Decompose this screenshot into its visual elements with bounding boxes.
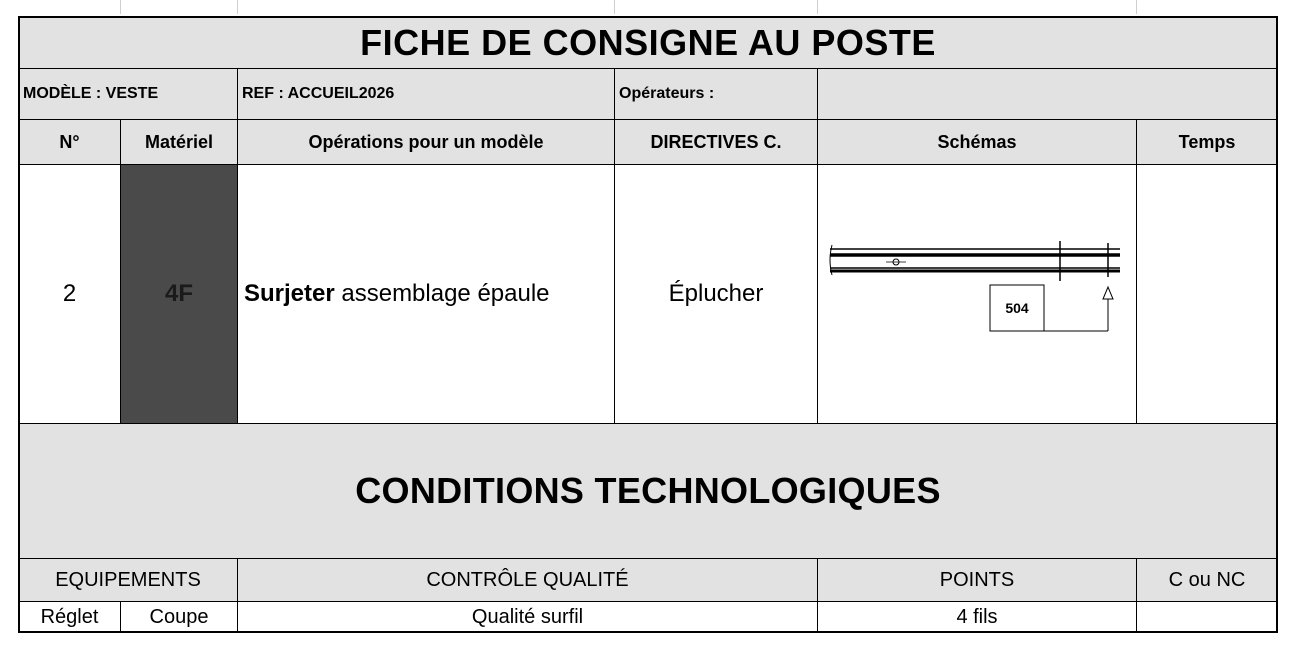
- stitch-type-label: 504: [1005, 300, 1029, 316]
- model-label: MODÈLE : VESTE: [18, 68, 238, 120]
- grid-tick: [237, 0, 238, 14]
- row-materiel: 4F: [120, 164, 238, 424]
- footer-qualite: Qualité surfil: [237, 601, 818, 633]
- header-directives: DIRECTIVES C.: [614, 119, 818, 165]
- header-num: N°: [18, 119, 121, 165]
- header-temps: Temps: [1136, 119, 1278, 165]
- arrow-up-icon: [1103, 287, 1113, 299]
- ref-label: REF : ACCUEIL2026: [237, 68, 615, 120]
- row-num: 2: [18, 164, 121, 424]
- footer-header-controle: CONTRÔLE QUALITÉ: [237, 558, 818, 602]
- footer-header-equipements: EQUIPEMENTS: [18, 558, 238, 602]
- footer-header-c-ou-nc: C ou NC: [1136, 558, 1278, 602]
- footer-reglet: Réglet: [18, 601, 121, 633]
- operators-label: Opérateurs :: [614, 68, 818, 120]
- row-temps[interactable]: [1136, 164, 1278, 424]
- operators-value[interactable]: [817, 68, 1278, 120]
- sheet-title: FICHE DE CONSIGNE AU POSTE: [18, 16, 1278, 69]
- grid-tick: [817, 0, 818, 14]
- grid-tick: [120, 0, 121, 14]
- header-operations: Opérations pour un modèle: [237, 119, 615, 165]
- footer-c-ou-nc[interactable]: [1136, 601, 1278, 633]
- operation-verb: Surjeter: [244, 280, 335, 307]
- grid-tick: [614, 0, 615, 14]
- header-schemas: Schémas: [817, 119, 1137, 165]
- footer-header-points: POINTS: [817, 558, 1137, 602]
- operation-detail: assemblage épaule: [334, 280, 550, 307]
- row-operation: [237, 164, 615, 424]
- footer-points: 4 fils: [817, 601, 1137, 633]
- conditions-title: CONDITIONS TECHNOLOGIQUES: [18, 423, 1278, 559]
- footer-coupe: Coupe: [120, 601, 238, 633]
- grid-tick: [1136, 0, 1137, 14]
- stitch-diagram: [818, 165, 1136, 423]
- row-directive: Éplucher: [614, 164, 818, 424]
- instruction-sheet: [18, 16, 1278, 633]
- row-schema: [817, 164, 1137, 424]
- header-materiel: Matériel: [120, 119, 238, 165]
